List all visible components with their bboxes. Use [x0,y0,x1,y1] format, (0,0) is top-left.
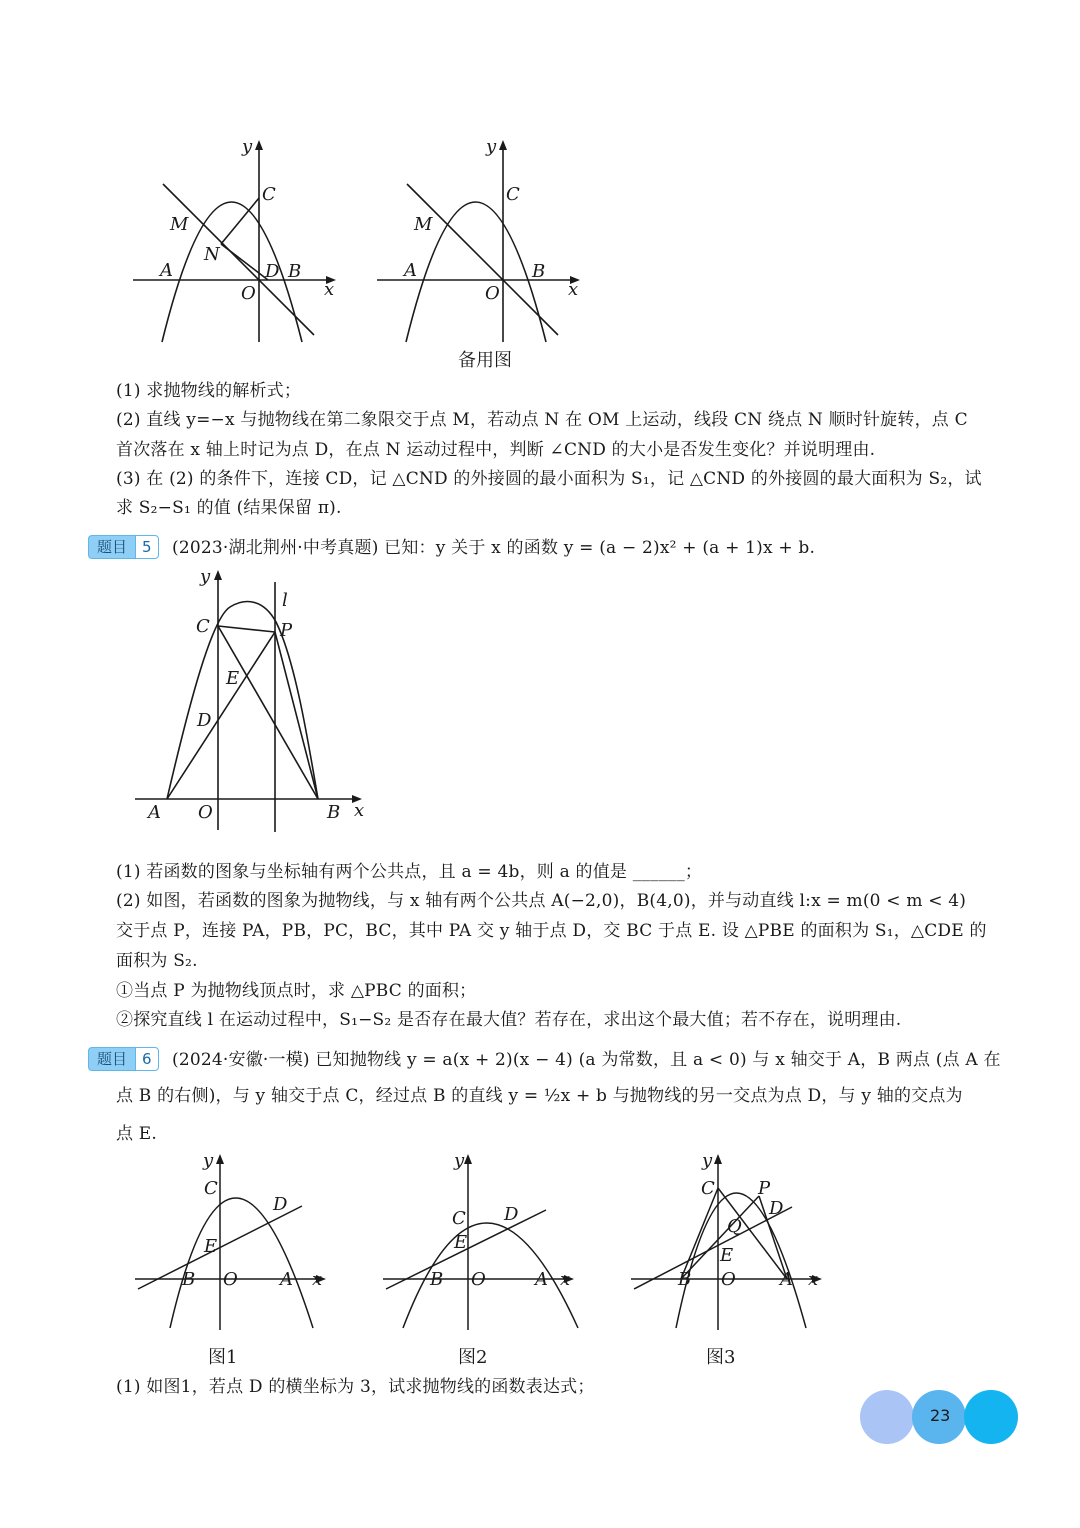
label-p: P [758,1178,771,1199]
label-x: x [568,279,579,300]
q6-figure-2 [378,1148,588,1333]
label-y: y [200,566,211,587]
top-figure-2-svg [372,132,592,352]
label-b: B [288,261,302,282]
q5-header: (2023·湖北荆州·中考真题) 已知：y 关于 x 的函数 y = (a − 2)x² + (a + 1)x + b. [172,538,816,558]
label-l: l [282,590,288,611]
label-d: D [265,261,280,282]
q6-part-1: (1) 如图1，若点 D 的横坐标为 3，试求抛物线的函数表达式； [116,1377,595,1397]
label-x: x [560,1269,571,1290]
q4-line-5: 求 S₂−S₁ 的值 (结果保留 π). [116,498,342,518]
q4-line-1: (1) 求抛物线的解析式； [116,381,302,401]
label-a: A [280,1269,293,1290]
label-b: B [327,802,341,823]
page-badge-right-circle [964,1390,1018,1444]
q6-figure-3 [626,1148,836,1333]
y-arrow [255,140,263,150]
q5-line-6: ②探究直线 l 在运动过程中，S₁−S₂ 是否存在最大值？若存在，求出这个最大值；若不存在，说明理由. [116,1010,902,1030]
parabola [676,1193,806,1328]
label-x: x [312,1269,323,1290]
parabola [170,1198,313,1328]
segment-pa [167,632,275,799]
q5-tag-number: 5 [135,535,159,559]
q6-line-2: 点 B 的右侧)，与 y 轴交于点 C，经过点 B 的直线 y = ½x + b 与抛物线的另一交点为点 D，与 y 轴的交点为 [116,1086,963,1106]
q6-figure-3-svg [626,1148,836,1333]
label-d: D [197,710,212,731]
parabola [167,602,318,799]
label-e: E [454,1232,468,1253]
q5-line-5: ①当点 P 为抛物线顶点时，求 △PBC 的面积； [116,981,477,1001]
line-y-neg-x [163,184,314,335]
label-a: A [404,260,417,281]
page-badge-left-circle [860,1390,914,1444]
q5-figure-svg [130,560,380,835]
label-c: C [701,1178,715,1199]
top-figure-2 [372,132,592,352]
label-c: C [196,616,210,637]
label-m: M [170,214,189,235]
page-number: 23 [930,1406,951,1425]
label-q: Q [727,1216,742,1237]
q6-line-3: 点 E. [116,1124,158,1144]
segment-cp [218,626,275,632]
label-o: O [471,1269,486,1290]
y-arrow [499,140,507,150]
label-e: E [720,1245,734,1266]
label-d: D [504,1204,519,1225]
y-arrow [714,1154,722,1164]
q4-line-4: (3) 在 (2) 的条件下，连接 CD，记 △CND 的外接圆的最小面积为 S₁，记 △CND 的外接圆的最大面积为 S₂，试 [116,469,982,489]
label-a: A [148,802,161,823]
label-y: y [702,1150,713,1171]
segment-bp [681,1196,759,1279]
q5-tag-label: 题目 [88,535,135,559]
y-arrow [214,570,222,580]
label-b: B [532,261,546,282]
label-d: D [273,1194,288,1215]
y-arrow [216,1154,224,1164]
q5-line-2: (2) 如图，若函数的图象为抛物线，与 x 轴有两个公共点 A(−2,0)，B(4,0)，并与动直线 l:x = m(0 < m < 4) [116,891,967,911]
q6-figure-1-svg [130,1148,340,1333]
label-b: B [430,1269,444,1290]
q4-line-2: (2) 直线 y=−x 与抛物线在第二象限交于点 M，若动点 N 在 OM 上运动，线段 CN 绕点 N 顺时针旋转，点 C [116,410,968,430]
label-m: M [414,214,433,235]
top-figure-1-svg [128,132,348,352]
label-d: D [769,1198,784,1219]
label-b: B [678,1269,692,1290]
label-e: E [226,668,240,689]
q5-line-3: 交于点 P，连接 PA，PB，PC，BC，其中 PA 交 y 轴于点 D，交 BC 于点 E. 设 △PBE 的面积为 S₁，△CDE 的 [116,921,987,941]
label-y: y [454,1150,465,1171]
label-a: A [160,260,173,281]
segment-bc [681,1188,718,1279]
q5-tag [88,535,159,559]
label-c: C [262,184,276,205]
q6-figure-1 [130,1148,340,1333]
q6-figure-3-caption: 图3 [706,1347,736,1368]
q5-line-1: (1) 若函数的图象与坐标轴有两个公共点，且 a = 4b，则 a 的值是 ______； [116,862,703,882]
q6-figure-2-caption: 图2 [458,1347,488,1368]
label-x: x [354,800,365,821]
q6-tag-label: 题目 [88,1047,135,1071]
line-bd [634,1207,792,1289]
label-e: E [204,1236,218,1257]
spare-figure-caption: 备用图 [458,350,512,371]
label-a: A [780,1269,793,1290]
label-c: C [452,1208,466,1229]
label-y: y [486,136,497,157]
label-o: O [721,1269,736,1290]
q6-tag [88,1047,159,1071]
label-b: B [182,1269,196,1290]
segment-pb [275,632,318,799]
y-arrow [464,1154,472,1164]
top-figure-1 [128,132,348,352]
label-x: x [324,279,335,300]
q5-line-4: 面积为 S₂. [116,951,198,971]
q6-tag-number: 6 [135,1047,159,1071]
label-c: C [204,1178,218,1199]
label-a: A [535,1269,548,1290]
label-o: O [223,1269,238,1290]
label-o: O [241,283,256,304]
q6-line-1: (2024·安徽·一模) 已知抛物线 y = a(x + 2)(x − 4) (a 为常数，且 a < 0) 与 x 轴交于 A，B 两点 (点 A 在 [172,1050,1001,1070]
label-y: y [242,136,253,157]
label-o: O [485,283,500,304]
label-o: O [198,802,213,823]
label-y: y [203,1150,214,1171]
q5-figure [130,560,380,835]
line-y-neg-x [407,184,558,335]
label-x: x [808,1269,819,1290]
label-p: P [280,620,293,641]
label-n: N [204,244,220,265]
q6-figure-2-svg [378,1148,588,1333]
q4-line-3: 首次落在 x 轴上时记为点 D，在点 N 运动过程中，判断 ∠CND 的大小是否发生变化？并说明理由. [116,440,876,460]
label-c: C [506,184,520,205]
segment-nd [221,244,268,280]
q6-figure-1-caption: 图1 [208,1347,238,1368]
